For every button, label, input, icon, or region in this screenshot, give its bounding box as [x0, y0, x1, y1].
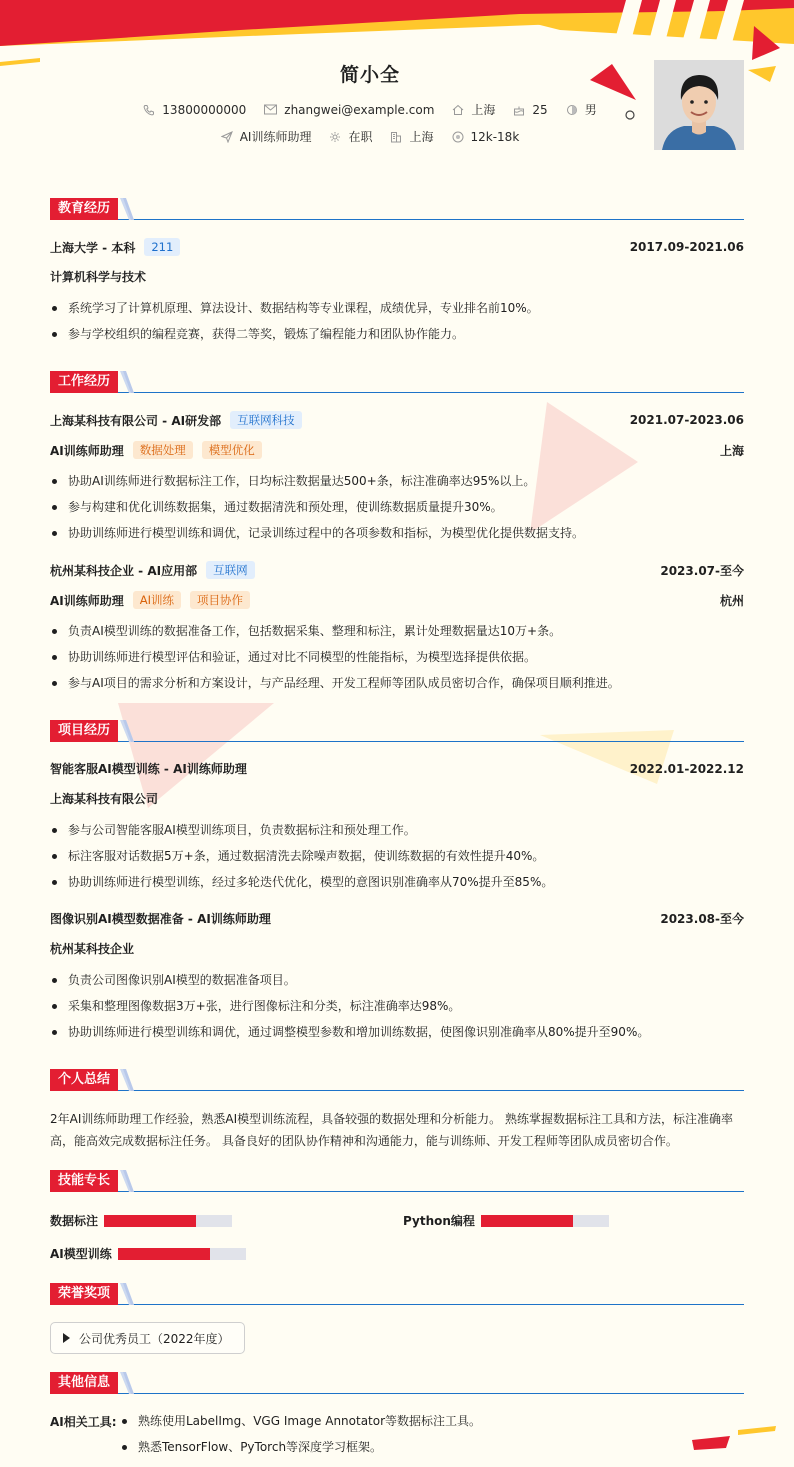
work-dates: 2021.07-2023.06 [629, 413, 744, 427]
target-city-text: 上海 [409, 130, 434, 144]
project-dates: 2023.08-至今 [660, 912, 744, 926]
education-section-title: 教育经历 [50, 198, 118, 220]
section-chevron-decoration [120, 720, 134, 742]
skill-name: 数据标注 [50, 1214, 99, 1228]
work-entry-2 [50, 561, 744, 579]
work-section-title: 工作经历 [50, 371, 118, 393]
profile-photo [654, 60, 744, 150]
skill-bar [118, 1248, 246, 1260]
section-chevron-decoration [120, 1170, 134, 1192]
list-item: 参与公司智能客服AI模型训练项目，负责数据标注和预处理工作。 [50, 822, 416, 838]
target-position-text: AI训练师助理 [239, 130, 312, 144]
list-item: 系统学习了计算机原理、算法设计、数据结构等专业课程，成绩优异，专业排名前10%。 [50, 300, 539, 316]
project-org: 上海某科技有限公司 [50, 792, 159, 806]
send-icon [221, 131, 233, 143]
industry-badge: 互联网 [206, 561, 255, 579]
other-label: AI相关工具: [50, 1415, 117, 1429]
location-info [452, 101, 495, 118]
award-item[interactable] [50, 1322, 245, 1354]
education-entry [50, 238, 744, 256]
candidate-name: 简小全 [339, 64, 400, 86]
skill-name: Python编程 [403, 1214, 475, 1228]
summary-section-title: 个人总结 [50, 1069, 118, 1091]
coin-icon [452, 131, 464, 143]
job-intent-row [50, 128, 690, 145]
work-city: 上海 [719, 443, 744, 458]
project-title: 图像识别AI模型数据准备 - AI训练师助理 [50, 912, 271, 926]
education-section-header [50, 198, 744, 220]
section-chevron-decoration [120, 1283, 134, 1305]
skill-data-labeling [50, 1212, 232, 1229]
list-item: 协助训练师进行模型训练和调优，记录训练过程中的各项参数和指标，为模型优化提供数据支持。 [50, 525, 584, 541]
gender-icon [566, 104, 578, 116]
project-org: 杭州某科技企业 [50, 942, 135, 956]
phone-info [143, 103, 246, 117]
major-row [50, 268, 744, 285]
location-text: 上海 [471, 103, 496, 117]
section-chevron-decoration [120, 1372, 134, 1394]
skill-tag: 项目协作 [190, 591, 250, 609]
skill-bar-fill [104, 1215, 196, 1227]
cake-icon [513, 104, 525, 116]
phone-text: 13800000000 [162, 102, 247, 117]
contact-row [50, 101, 690, 118]
job-role: AI训练师助理 [50, 593, 124, 608]
project-entry-1 [50, 760, 744, 777]
work-dates: 2023.07-至今 [660, 563, 744, 578]
list-item: 采集和整理图像数据3万+张，进行图像标注和分类，标注准确率达98%。 [50, 998, 460, 1014]
email-text: zhangwei@example.com [284, 102, 435, 117]
other-section-title: 其他信息 [50, 1372, 118, 1394]
major-name: 计算机科学与技术 [50, 270, 147, 284]
skill-tag: 模型优化 [202, 441, 262, 459]
age-text: 25 [532, 102, 548, 117]
skill-bar [481, 1215, 609, 1227]
gender-info [566, 101, 597, 118]
gender-text: 男 [584, 103, 597, 117]
list-item: 参与AI项目的需求分析和方案设计，与产品经理、开发工程师等团队成员密切合作，确保项目顺利推进。 [50, 675, 620, 691]
work-entry-1 [50, 411, 744, 429]
age-info [513, 103, 547, 117]
awards-section-title: 荣誉奖项 [50, 1283, 118, 1305]
project-entry-2 [50, 910, 744, 927]
skill-tag: 数据处理 [133, 441, 193, 459]
avatar-portrait [654, 60, 744, 150]
work-role-row-2 [50, 591, 744, 609]
target-position-info [221, 128, 312, 145]
target-city-info [390, 128, 433, 145]
skill-bar-fill [118, 1248, 210, 1260]
project-dates: 2022.01-2022.12 [629, 761, 744, 776]
list-item: 协助训练师进行模型评估和验证，通过对比不同模型的性能指标，为模型选择提供依据。 [50, 649, 536, 665]
skill-bar [104, 1215, 232, 1227]
skills-section-title: 技能专长 [50, 1170, 118, 1192]
project-org-row-2 [50, 940, 744, 957]
project-org-row-1 [50, 790, 744, 807]
company-name: 杭州某科技企业 - AI应用部 [50, 563, 198, 578]
list-item: 熟悉TensorFlow、PyTorch等深度学习框架。 [120, 1439, 382, 1455]
summary-text: 2年AI训练师助理工作经验，熟悉AI模型训练流程，具备较强的数据处理和分析能力。 熟练掌握数据标注工具和方法，标注准确率高，能高效完成数据标注任务。 具备良好的团队协作精神和沟通能力，能与训练师、开发工程师等团队成员密切合作。 [50, 1112, 733, 1148]
projects-section-header [50, 720, 744, 742]
building-icon [390, 131, 402, 143]
skill-ai-training [50, 1245, 246, 1262]
list-item: 协助训练师进行模型训练和调优，通过调整模型参数和增加训练数据，使图像识别准确率从80%提升至90%。 [50, 1024, 649, 1040]
list-item: 负责公司图像识别AI模型的数据准备项目。 [50, 972, 296, 988]
work-city: 杭州 [719, 593, 744, 608]
skills-section-header [50, 1170, 744, 1192]
work-role-row-1 [50, 441, 744, 459]
education-dates: 2017.09-2021.06 [629, 240, 744, 254]
salary-info [452, 130, 520, 144]
list-item: 参与学校组织的编程竞赛，获得二等奖，锻炼了编程能力和团队协作能力。 [50, 326, 464, 342]
list-item: 负责AI模型训练的数据准备工作，包括数据采集、整理和标注，累计处理数据量达10万+条。 [50, 623, 561, 639]
list-item: 熟练使用LabelImg、VGG Image Annotator等数据标注工具。 [120, 1413, 481, 1429]
gear-icon [329, 131, 341, 143]
section-chevron-decoration [120, 371, 134, 393]
status-text: 在职 [348, 130, 373, 144]
list-item: 参与构建和优化训练数据集，通过数据清洗和预处理，使训练数据质量提升30%。 [50, 499, 503, 515]
awards-section-header [50, 1283, 744, 1305]
skill-name: AI模型训练 [50, 1247, 112, 1261]
list-item: 协助训练师进行模型训练，经过多轮迭代优化，模型的意图识别准确率从70%提升至85%。 [50, 874, 553, 890]
section-chevron-decoration [120, 198, 134, 220]
phone-icon [143, 104, 155, 116]
expand-triangle-icon [63, 1333, 70, 1343]
home-icon [452, 104, 464, 116]
job-role: AI训练师助理 [50, 443, 124, 458]
work-section-header [50, 371, 744, 393]
section-chevron-decoration [120, 1069, 134, 1091]
school-name: 上海大学 - 本科 [50, 240, 136, 255]
projects-section-title: 项目经历 [50, 720, 118, 742]
other-section-header [50, 1372, 744, 1394]
mail-icon [264, 104, 277, 115]
list-item: 协助AI训练师进行数据标注工作，日均标注数据量达500+条，标注准确率达95%以上。 [50, 473, 535, 489]
email-info [264, 103, 434, 117]
salary-text: 12k-18k [470, 129, 520, 144]
list-item: 标注客服对话数据5万+条，通过数据清洗去除噪声数据，使训练数据的有效性提升40%。 [50, 848, 544, 864]
company-name: 上海某科技有限公司 - AI研发部 [50, 413, 222, 428]
project-title: 智能客服AI模型训练 - AI训练师助理 [50, 762, 247, 776]
summary-section-header [50, 1069, 744, 1091]
award-text: 公司优秀员工（2022年度） [79, 1331, 230, 1346]
skill-python [403, 1212, 609, 1229]
skill-bar-fill [481, 1215, 573, 1227]
skill-tag: AI训练 [133, 591, 181, 609]
status-info [329, 128, 372, 145]
school-badge: 211 [144, 238, 180, 256]
industry-badge: 互联网科技 [230, 411, 302, 429]
